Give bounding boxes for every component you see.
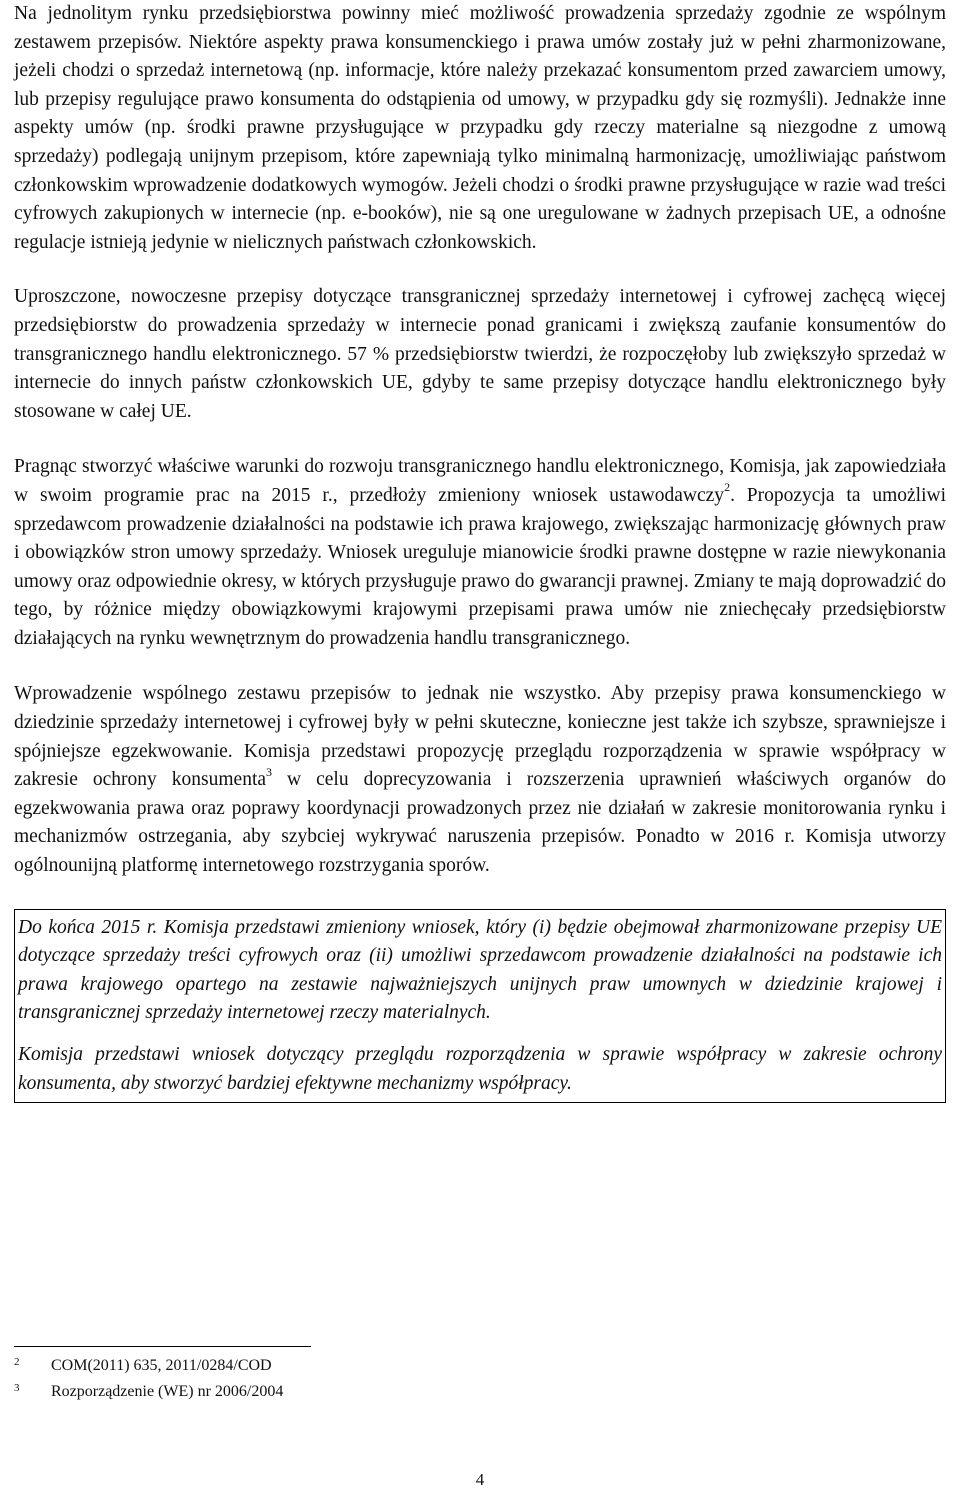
footnotes: [14, 1346, 946, 1407]
paragraph-single-market: Na jednolitym rynku przedsiębiorstwa powinny mieć możliwość prowadzenia sprzedaży zgodnie ze wspólnym zestawem przepisów. Niektóre aspekty prawa konsumenckiego i prawa umów zostały już w pełni zharmonizowane, jeżeli chodzi o sprzedaż internetową (np. informacje, które należy przekazać konsumentom przed zawarciem umowy, lub przepisy regulujące prawo konsumenta do odstąpienia od umowy, w przypadku gdy się rozmyśli). Jednakże inne aspekty umów (np. środki prawne przysługujące w przypadku gdy rzeczy materialne są niezgodne z umową sprzedaży) podlegają unijnym przepisom, które zapewniają tylko minimalną harmonizację, umożliwiając państwom członkowskim wprowadzenie dodatkowych wymogów. Jeżeli chodzi o środki prawne przysługujące w razie wad treści cyfrowych zakupionych w internecie (np. e-booków), nie są one uregulowane w żadnych przepisach UE, a odnośne regulacje istnieją jedynie w nielicznych państwach członkowskich.: [14, 3, 946, 253]
paragraph-simplified-rules: Uproszczone, nowoczesne przepisy dotyczące transgranicznej sprzedaży internetowej i cyfrowej zachęcą więcej przedsiębiorstw do prowadzenia sprzedaży w internecie ponad granicami i zwiększą zaufanie konsumentów do transgranicznego handlu elektronicznego. 57 % przedsiębiorstw twierdzi, że rozpoczęłoby lub zwiększyło sprzedaż w internecie do innych państw członkowskich UE, gdyby te same przepisy dotyczące handlu elektronicznego były stosowane w całej UE.: [14, 286, 946, 422]
page-number: 4: [475, 1470, 485, 1489]
footnote-item: [14, 1355, 946, 1377]
paragraph-text: . Propozycja ta umożliwi sprzedawcom prowadzenie działalności na podstawie ich prawa krajowego, zwiększając harmonizację głównych praw i obowiązków stron umowy sprzedaży. Wniosek ureguluje mianowicie środki prawne dostępne w razie niewykonania umowy oraz odpowiednie okresy, w których przysługuje prawo do gwarancji prawnej. Zmiany te mają doprowadzić do tego, by różnice między obowiązkowymi krajowymi przepisami prawa umów nie zniechęcały przedsiębiorstw działających na rynku wewnętrznym do prowadzenia handlu transgranicznego.: [14, 484, 947, 649]
document-body: [14, 0, 946, 1103]
footnote-reference[interactable]: 2: [724, 480, 731, 495]
action-box-item: Do końca 2015 r. Komisja przedstawi zmieniony wniosek, który (i) będzie obejmował zharmonizowane przepisy UE dotyczące sprzedaży treści cyfrowych oraz (ii) umożliwi sprzedawcom prowadzenie działalności na podstawie ich prawa krajowego opartego na zestawie najważniejszych unijnych praw umownych w dziedzinie krajowej i transgranicznej sprzedaży internetowej rzeczy materialnych.: [18, 916, 942, 1024]
paragraph-text: Wprowadzenie wspólnego zestawu przepisów to jednak nie wszystko. Aby przepisy prawa konsumenckiego w dziedzinie sprzedaży internetowej i cyfrowej były w pełni skuteczne, konieczne jest także ich szybsze, sprawniejsze i spójniejsze egzekwowanie. Komisja przedstawi propozycję przeglądu rozporządzenia w sprawie współpracy w zakresie ochrony konsumenta: [14, 683, 946, 791]
paragraph-text: Pragnąc stworzyć właściwe warunki do rozwoju transgranicznego handlu elektronicznego, Komisja, jak zapowiedziała w swoim programie prac na 2015 r., przedłoży zmieniony wniosek ustawodawczy: [14, 456, 946, 506]
footnote-separator: [14, 1346, 311, 1347]
paragraph-enforcement: [14, 680, 946, 880]
footnote-reference[interactable]: 3: [266, 764, 273, 779]
footnote-number: 2: [14, 1356, 20, 1368]
paragraph-commission-proposal: [14, 453, 946, 653]
footnote-item: [14, 1381, 946, 1403]
footnote-text: Rozporządzenie (WE) nr 2006/2004: [51, 1383, 284, 1400]
action-box-item: Komisja przedstawi wniosek dotyczący przeglądu rozporządzenia w sprawie współpracy w zakresie ochrony konsumenta, aby stworzyć bardziej efektywne mechanizmy współpracy.: [18, 1044, 942, 1094]
paragraph-text: w celu doprecyzowania i rozszerzenia uprawnień właściwych organów do egzekwowania prawa oraz poprawy koordynacji prowadzonych przez nie działań w zakresie monitorowania rynku i mechanizmów ostrzegania, aby szybciej wykrywać naruszenia przepisów. Ponadto w 2016 r. Komisja utworzy ogólnounijną platformę internetowego rozstrzygania sporów.: [14, 769, 946, 877]
action-box: [14, 909, 946, 1104]
footnote-text: COM(2011) 635, 2011/0284/COD: [51, 1357, 272, 1374]
footnote-number: 3: [14, 1382, 20, 1394]
